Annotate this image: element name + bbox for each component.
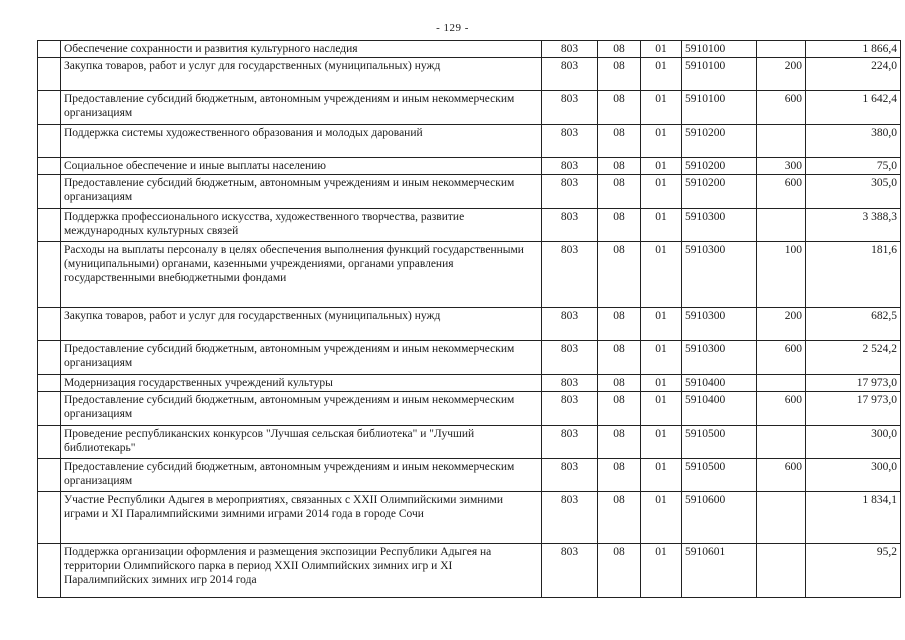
row-ved-cell: 803 (542, 459, 598, 492)
row-lead-cell (38, 375, 61, 392)
row-name-cell: Социальное обеспечение и иные выплаты населению (61, 158, 542, 175)
row-subsection-cell: 01 (641, 175, 682, 209)
row-name-cell: Расходы на выплаты персоналу в целях обеспечения выполнения функций государственными (муниципальными) органами, казенными учреждениями, органами управления государственными внебюджетными фондами (61, 242, 542, 308)
table-row (38, 341, 901, 375)
row-subsection-cell: 01 (641, 242, 682, 308)
row-lead-cell (38, 41, 61, 58)
row-subsection-cell: 01 (641, 158, 682, 175)
row-expense-type-cell: 200 (757, 58, 806, 91)
row-amount-cell: 300,0 (806, 426, 901, 459)
row-lead-cell (38, 341, 61, 375)
row-subsection-cell: 01 (641, 209, 682, 242)
row-subsection-cell: 01 (641, 308, 682, 341)
row-section-cell: 08 (598, 158, 641, 175)
row-name-cell: Предоставление субсидий бюджетным, автономным учреждениям и иным некоммерческим организациям (61, 392, 542, 426)
row-amount-cell: 3 388,3 (806, 209, 901, 242)
row-subsection-cell: 01 (641, 341, 682, 375)
row-section-cell: 08 (598, 125, 641, 158)
row-section-cell: 08 (598, 426, 641, 459)
row-lead-cell (38, 91, 61, 125)
row-target-article-cell: 5910300 (682, 308, 757, 341)
row-lead-cell (38, 158, 61, 175)
row-lead-cell (38, 58, 61, 91)
row-ved-cell: 803 (542, 91, 598, 125)
table-row (38, 41, 901, 58)
row-ved-cell: 803 (542, 175, 598, 209)
row-amount-cell: 75,0 (806, 158, 901, 175)
row-target-article-cell: 5910200 (682, 125, 757, 158)
table-row (38, 459, 901, 492)
row-ved-cell: 803 (542, 58, 598, 91)
table-row (38, 308, 901, 341)
row-ved-cell: 803 (542, 242, 598, 308)
row-subsection-cell: 01 (641, 492, 682, 544)
row-section-cell: 08 (598, 58, 641, 91)
table-row (38, 209, 901, 242)
row-lead-cell (38, 544, 61, 598)
row-expense-type-cell (757, 125, 806, 158)
row-subsection-cell: 01 (641, 459, 682, 492)
row-section-cell: 08 (598, 375, 641, 392)
row-section-cell: 08 (598, 209, 641, 242)
row-ved-cell: 803 (542, 125, 598, 158)
row-amount-cell: 682,5 (806, 308, 901, 341)
row-target-article-cell: 5910300 (682, 209, 757, 242)
table-row (38, 125, 901, 158)
row-expense-type-cell: 600 (757, 91, 806, 125)
row-expense-type-cell: 600 (757, 341, 806, 375)
row-lead-cell (38, 308, 61, 341)
row-expense-type-cell: 600 (757, 392, 806, 426)
row-expense-type-cell: 100 (757, 242, 806, 308)
row-expense-type-cell (757, 375, 806, 392)
row-section-cell: 08 (598, 392, 641, 426)
row-subsection-cell: 01 (641, 392, 682, 426)
row-lead-cell (38, 242, 61, 308)
row-amount-cell: 1 834,1 (806, 492, 901, 544)
row-section-cell: 08 (598, 459, 641, 492)
row-name-cell: Поддержка организации оформления и размещения экспозиции Республики Адыгея на территории Олимпийского парка в период XXII Олимпийских зимних игр и XI Паралимпийских зимних игр 2014 года (61, 544, 542, 598)
row-section-cell: 08 (598, 308, 641, 341)
table-row (38, 375, 901, 392)
row-section-cell: 08 (598, 175, 641, 209)
row-target-article-cell: 5910400 (682, 392, 757, 426)
row-amount-cell: 300,0 (806, 459, 901, 492)
row-target-article-cell: 5910300 (682, 341, 757, 375)
row-name-cell: Поддержка системы художественного образования и молодых дарований (61, 125, 542, 158)
table-row (38, 392, 901, 426)
row-target-article-cell: 5910300 (682, 242, 757, 308)
row-target-article-cell: 5910400 (682, 375, 757, 392)
row-lead-cell (38, 175, 61, 209)
row-section-cell: 08 (598, 41, 641, 58)
row-name-cell: Модернизация государственных учреждений культуры (61, 375, 542, 392)
row-subsection-cell: 01 (641, 58, 682, 91)
row-expense-type-cell (757, 209, 806, 242)
table-row (38, 158, 901, 175)
row-ved-cell: 803 (542, 375, 598, 392)
row-subsection-cell: 01 (641, 41, 682, 58)
row-amount-cell: 1 866,4 (806, 41, 901, 58)
row-amount-cell: 181,6 (806, 242, 901, 308)
table-row (38, 544, 901, 598)
row-name-cell: Предоставление субсидий бюджетным, автономным учреждениям и иным некоммерческим организациям (61, 175, 542, 209)
row-name-cell: Участие Республики Адыгея в мероприятиях, связанных с XXII Олимпийскими зимними играми и XI Паралимпийскими зимними играми 2014 года в городе Сочи (61, 492, 542, 544)
row-name-cell: Предоставление субсидий бюджетным, автономным учреждениям и иным некоммерческим организациям (61, 341, 542, 375)
row-name-cell: Поддержка профессионального искусства, художественного творчества, развитие международных культурных связей (61, 209, 542, 242)
row-target-article-cell: 5910100 (682, 91, 757, 125)
row-amount-cell: 224,0 (806, 58, 901, 91)
row-ved-cell: 803 (542, 41, 598, 58)
table-row (38, 58, 901, 91)
row-target-article-cell: 5910500 (682, 426, 757, 459)
table-row (38, 91, 901, 125)
row-section-cell: 08 (598, 242, 641, 308)
row-expense-type-cell: 300 (757, 158, 806, 175)
row-lead-cell (38, 125, 61, 158)
row-name-cell: Предоставление субсидий бюджетным, автономным учреждениям и иным некоммерческим организациям (61, 459, 542, 492)
row-subsection-cell: 01 (641, 426, 682, 459)
row-lead-cell (38, 392, 61, 426)
row-target-article-cell: 5910601 (682, 544, 757, 598)
row-name-cell: Обеспечение сохранности и развития культурного наследия (61, 41, 542, 58)
row-expense-type-cell (757, 41, 806, 58)
row-target-article-cell: 5910100 (682, 58, 757, 91)
row-target-article-cell: 5910600 (682, 492, 757, 544)
row-ved-cell: 803 (542, 308, 598, 341)
row-ved-cell: 803 (542, 492, 598, 544)
row-lead-cell (38, 492, 61, 544)
page-number: - 129 - (436, 22, 469, 34)
table-row (38, 175, 901, 209)
row-ved-cell: 803 (542, 209, 598, 242)
row-amount-cell: 305,0 (806, 175, 901, 209)
row-lead-cell (38, 459, 61, 492)
row-amount-cell: 1 642,4 (806, 91, 901, 125)
table-row (38, 242, 901, 308)
table-row (38, 426, 901, 459)
row-name-cell: Закупка товаров, работ и услуг для государственных (муниципальных) нужд (61, 308, 542, 341)
row-amount-cell: 380,0 (806, 125, 901, 158)
budget-table (37, 40, 901, 598)
row-amount-cell: 17 973,0 (806, 375, 901, 392)
row-ved-cell: 803 (542, 392, 598, 426)
row-subsection-cell: 01 (641, 375, 682, 392)
row-amount-cell: 17 973,0 (806, 392, 901, 426)
row-expense-type-cell (757, 544, 806, 598)
row-target-article-cell: 5910500 (682, 459, 757, 492)
row-ved-cell: 803 (542, 544, 598, 598)
row-expense-type-cell: 200 (757, 308, 806, 341)
row-expense-type-cell (757, 426, 806, 459)
row-expense-type-cell: 600 (757, 175, 806, 209)
row-target-article-cell: 5910200 (682, 175, 757, 209)
row-section-cell: 08 (598, 492, 641, 544)
row-subsection-cell: 01 (641, 544, 682, 598)
row-ved-cell: 803 (542, 158, 598, 175)
row-name-cell: Предоставление субсидий бюджетным, автономным учреждениям и иным некоммерческим организациям (61, 91, 542, 125)
row-amount-cell: 2 524,2 (806, 341, 901, 375)
row-expense-type-cell (757, 492, 806, 544)
row-subsection-cell: 01 (641, 125, 682, 158)
row-target-article-cell: 5910100 (682, 41, 757, 58)
table-row (38, 492, 901, 544)
row-expense-type-cell: 600 (757, 459, 806, 492)
row-lead-cell (38, 426, 61, 459)
row-name-cell: Проведение республиканских конкурсов "Лучшая сельская библиотека" и "Лучший библиотекарь" (61, 426, 542, 459)
row-lead-cell (38, 209, 61, 242)
row-section-cell: 08 (598, 341, 641, 375)
row-section-cell: 08 (598, 544, 641, 598)
row-section-cell: 08 (598, 91, 641, 125)
budget-table-body (38, 41, 901, 598)
row-name-cell: Закупка товаров, работ и услуг для государственных (муниципальных) нужд (61, 58, 542, 91)
row-target-article-cell: 5910200 (682, 158, 757, 175)
row-subsection-cell: 01 (641, 91, 682, 125)
row-ved-cell: 803 (542, 341, 598, 375)
row-amount-cell: 95,2 (806, 544, 901, 598)
row-ved-cell: 803 (542, 426, 598, 459)
